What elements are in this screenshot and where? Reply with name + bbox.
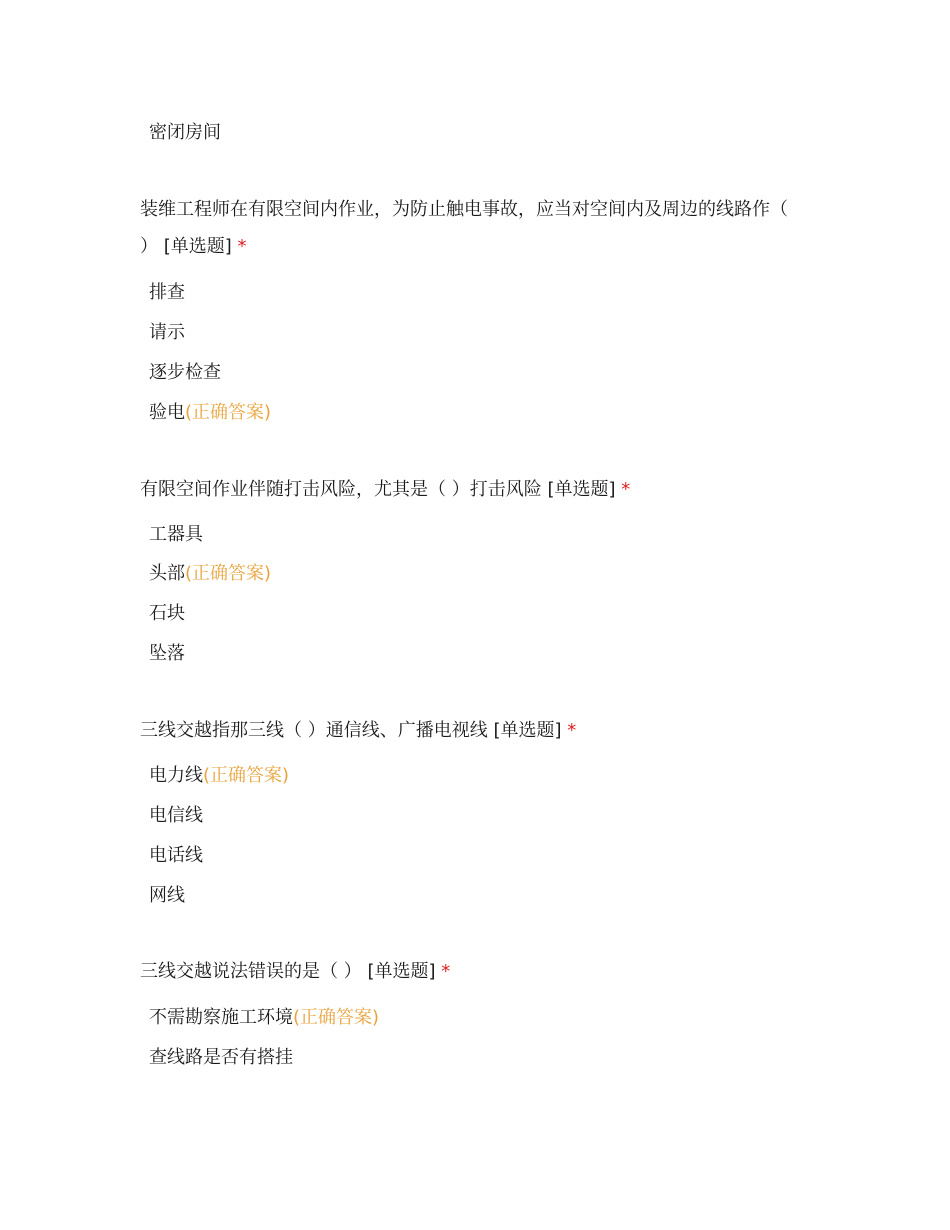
required-mark: *	[237, 236, 247, 257]
option-label: 不需勘察施工环境	[149, 1007, 293, 1028]
option-label: 头部	[149, 563, 185, 584]
option-item	[149, 281, 185, 305]
option-item-correct	[149, 401, 271, 425]
option-label: 请示	[149, 322, 185, 343]
option-label: 逐步检查	[149, 362, 221, 383]
option-item	[149, 844, 203, 868]
question-title	[140, 478, 630, 502]
question-title	[140, 719, 576, 743]
correct-answer-tag: (正确答案)	[203, 765, 290, 786]
question-title	[140, 960, 450, 984]
option-item-correct	[149, 764, 289, 788]
option-item	[149, 642, 185, 666]
option-label: 电信线	[149, 805, 203, 826]
required-mark: *	[567, 720, 577, 741]
option-label: 工器具	[149, 524, 203, 545]
question-type-label: [单选题]	[547, 479, 616, 500]
question-text: 三线交越说法错误的是（ ）	[140, 961, 362, 982]
option-item	[149, 321, 185, 345]
correct-answer-tag: (正确答案)	[185, 563, 272, 584]
question-title	[140, 198, 788, 222]
question-text: 三线交越指那三线（ ）通信线、广播电视线	[140, 720, 488, 741]
option-item	[149, 1046, 293, 1070]
required-mark: *	[441, 961, 451, 982]
option-label: 石块	[149, 603, 185, 624]
question-type-label: [单选题]	[367, 961, 436, 982]
option-item-correct	[149, 1006, 379, 1030]
question-text: ）	[140, 236, 158, 257]
correct-answer-tag: (正确答案)	[293, 1007, 380, 1028]
option-label: 电话线	[149, 845, 203, 866]
option-item-correct	[149, 562, 271, 586]
question-text: 装维工程师在有限空间内作业，为防止触电事故，应当对空间内及周边的线路作（	[140, 199, 788, 220]
option-label: 坠落	[149, 643, 185, 664]
question-text: 有限空间作业伴随打击风险，尤其是（ ）打击风险	[140, 479, 542, 500]
option-label: 查线路是否有搭挂	[149, 1047, 293, 1068]
option-item	[149, 884, 185, 908]
option-item	[149, 804, 203, 828]
question-type-label: [单选题]	[163, 236, 232, 257]
question-type-label: [单选题]	[493, 720, 562, 741]
option-label: 网线	[149, 885, 185, 906]
correct-answer-tag: (正确答案)	[185, 402, 272, 423]
option-label: 排查	[149, 282, 185, 303]
option-item	[149, 523, 203, 547]
required-mark: *	[621, 479, 631, 500]
question-title-continued	[140, 235, 247, 259]
option-item	[149, 602, 185, 626]
option-item	[149, 121, 221, 145]
option-item	[149, 361, 221, 385]
option-label: 验电	[149, 402, 185, 423]
option-label: 密闭房间	[149, 122, 221, 143]
option-label: 电力线	[149, 765, 203, 786]
